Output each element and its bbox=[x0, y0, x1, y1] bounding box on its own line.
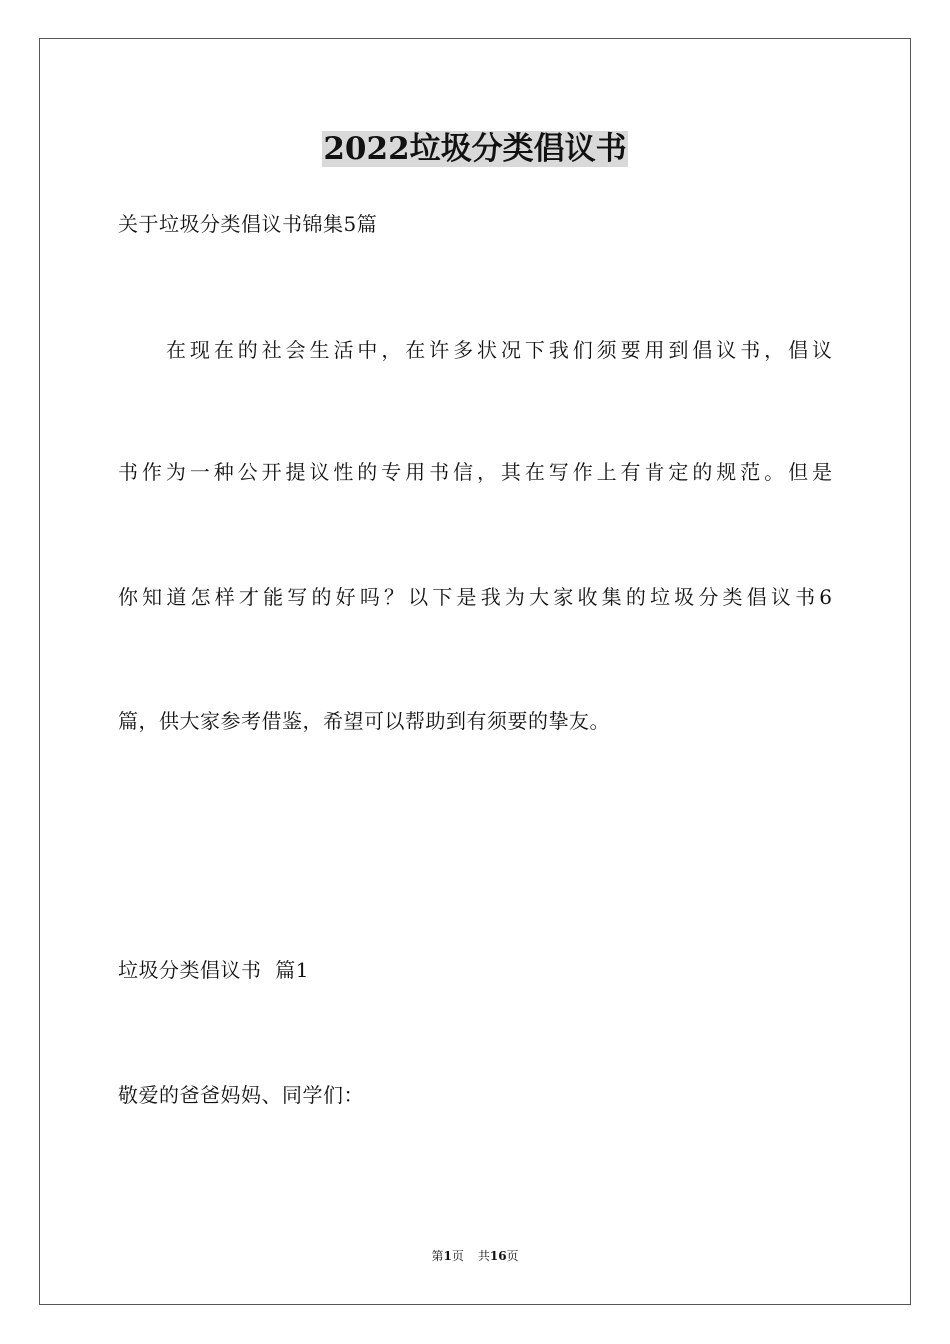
section-heading: 垃圾分类倡议书 篇1 bbox=[118, 958, 309, 982]
page-footer bbox=[0, 1248, 950, 1264]
intro-line-2: 书作为一种公开提议性的专用书信，其在写作上有肯定的规范。但是 bbox=[118, 460, 832, 484]
intro-line-4: 篇，供大家参考借鉴，希望可以帮助到有须要的挚友。 bbox=[118, 709, 610, 733]
footer-page-number: 1 bbox=[443, 1249, 452, 1263]
footer-total-suffix: 页 bbox=[506, 1249, 519, 1263]
footer-total-pages: 16 bbox=[489, 1249, 507, 1263]
intro-line-1: 在现在的社会生活中，在许多状况下我们须要用到倡议书，倡议 bbox=[166, 338, 832, 362]
document-subtitle: 关于垃圾分类倡议书锦集5篇 bbox=[118, 212, 378, 236]
document-title-text: 2022垃圾分类倡议书 bbox=[323, 131, 627, 167]
footer-page-prefix: 第 bbox=[431, 1249, 444, 1263]
salutation: 敬爱的爸爸妈妈、同学们： bbox=[118, 1083, 364, 1107]
footer-total-prefix: 共 bbox=[477, 1249, 490, 1263]
intro-line-3: 你知道怎样才能写的好吗？以下是我为大家收集的垃圾分类倡议书6 bbox=[118, 585, 832, 609]
document-title bbox=[0, 125, 950, 173]
footer-page-suffix: 页 bbox=[451, 1249, 464, 1263]
